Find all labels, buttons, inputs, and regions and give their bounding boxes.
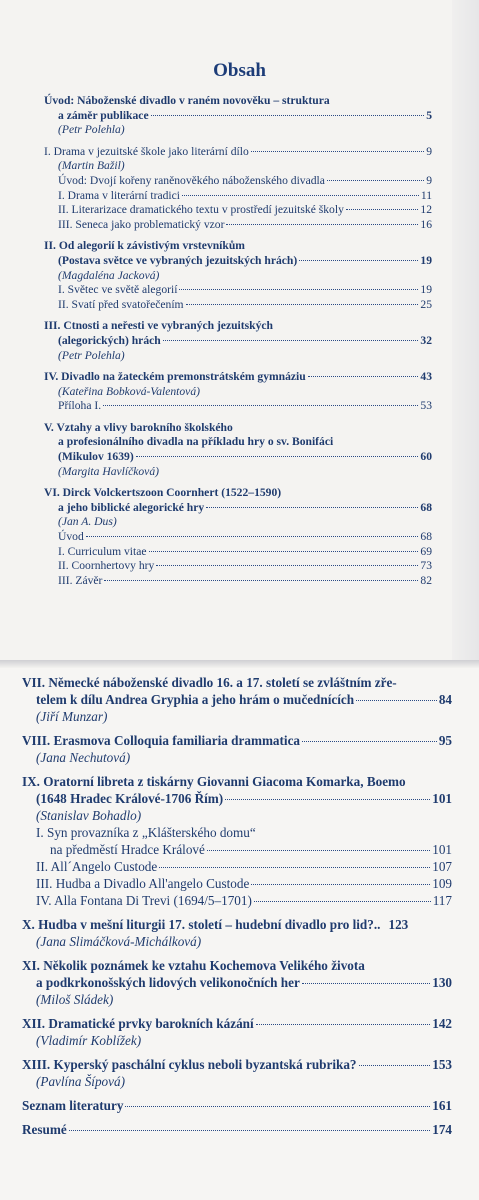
toc-line-text: Úvod: Dvojí kořeny raněnověkého náboženského divadla (58, 173, 325, 187)
toc-line-text: V. Vztahy a vlivy barokního školského (44, 420, 233, 434)
toc-leader-dots (308, 375, 419, 377)
toc-page-number: 142 (432, 1016, 452, 1031)
toc-line (22, 773, 452, 790)
toc-author (44, 123, 432, 138)
toc-page-number: 60 (420, 450, 432, 464)
toc-line (44, 545, 432, 560)
toc-line-text: (Jiří Munzar) (36, 709, 108, 724)
toc-line-text: (Magdaléna Jacková) (58, 268, 160, 282)
toc-line-text: (1648 Hradec Králové-1706 Řím) (36, 791, 224, 806)
toc-line (44, 421, 432, 436)
toc-line-text: IV. Alla Fontana Di Trevi (1694/5–1701) (36, 893, 252, 908)
toc-line-text: (Margita Havlíčková) (58, 464, 159, 478)
toc-line-text: (Kateřina Bobková-Valentová) (58, 384, 200, 398)
toc-entry (44, 94, 432, 138)
toc-line (22, 1056, 452, 1073)
toc-page-number: 11 (420, 188, 432, 202)
toc-line-text: (Pavlína Šípová) (36, 1074, 125, 1089)
toc-line-text: IX. Oratorní libreta z tiskárny Giovanni Giacoma Komarka, Boemo (22, 774, 406, 789)
toc-page-number: 123 (388, 917, 409, 932)
toc-author (44, 159, 432, 174)
toc-line (44, 559, 432, 574)
toc-line (44, 109, 432, 124)
toc-line-text: I. Curriculum vitae (58, 544, 147, 558)
toc-leader-dots (186, 303, 419, 305)
toc-line (44, 239, 432, 254)
toc-page-number: 19 (420, 283, 432, 297)
toc-line (44, 174, 432, 189)
toc-line-text: (Petr Polehla) (58, 348, 125, 362)
toc-line-text: (Vladimír Koblížek) (36, 1033, 142, 1048)
toc-line (44, 574, 432, 589)
toc-line-text: (Mikulov 1639) (58, 450, 134, 464)
toc-author (22, 1032, 452, 1049)
toc-page-number: 53 (420, 399, 432, 413)
toc-line-text: III. Ctnosti a neřesti ve vybraných jezuitských (44, 319, 273, 333)
toc-line (22, 875, 452, 892)
toc-leader-dots (226, 223, 418, 225)
toc-author (44, 515, 432, 530)
toc-page-number: 12 (420, 203, 432, 217)
toc-line-text: I. Syn provazníka z „Klášterského domu“ (36, 825, 256, 840)
toc-author (44, 385, 432, 400)
toc-leader-dots (163, 339, 419, 341)
toc-leader-dots (256, 1023, 431, 1025)
toc-page-number: 16 (420, 217, 432, 231)
toc-line-text: II. Od alegorií k závistivým vrstevníkům (44, 239, 245, 253)
toc-line (44, 435, 432, 450)
toc-line (44, 530, 432, 545)
toc-line (22, 1121, 452, 1138)
toc-leader-dots (382, 925, 386, 926)
toc-page-number: 73 (420, 559, 432, 573)
toc-leader-dots (151, 114, 425, 116)
toc-page-number: 82 (420, 573, 432, 587)
toc-line (44, 450, 432, 465)
toc-line-text: II. Svatí před svatořečením (58, 297, 184, 311)
toc-line (44, 218, 432, 233)
toc-page-number: 130 (432, 975, 452, 990)
toc-line-text: (Petr Polehla) (58, 123, 125, 137)
toc-line (22, 732, 452, 749)
toc-entry (44, 421, 432, 479)
toc-line-text: (Jana Nechutová) (36, 750, 131, 765)
toc-entry (44, 370, 432, 414)
toc-line-text: Seznam literatury (22, 1098, 124, 1113)
toc-entry (22, 957, 452, 1008)
toc-line (44, 319, 432, 334)
toc-entry (44, 486, 432, 588)
toc-line-text: Příloha I. (58, 399, 102, 413)
page-title: Obsah (213, 60, 266, 81)
toc-page-number: 101 (432, 842, 452, 857)
toc-leader-dots (302, 982, 430, 984)
toc-line-text: I. Drama v jezuitské škole jako literární dílo (44, 144, 249, 158)
toc-line (44, 283, 432, 298)
toc-line (22, 1015, 452, 1032)
toc-line-text: (Postava světce ve vybraných jezuitských hrách) (58, 253, 298, 267)
toc-line (44, 145, 432, 160)
toc-line-text: VIII. Erasmova Colloquia familiaria drammatica (22, 733, 301, 748)
toc-line (22, 957, 452, 974)
toc-page-number: 68 (420, 500, 432, 514)
toc-line-text: Resumé (22, 1122, 67, 1137)
toc-line-text: Úvod (58, 530, 84, 544)
toc-page-number: 5 (426, 108, 432, 122)
toc-leader-dots (254, 900, 431, 902)
toc-leader-dots (206, 506, 418, 508)
toc-entry (22, 732, 452, 766)
toc-page-number: 101 (432, 791, 452, 806)
toc-line-text: (alegorických) hrách (58, 333, 161, 347)
toc-leader-dots (125, 1105, 430, 1107)
toc-leader-dots (356, 699, 437, 701)
toc-line-text: III. Hudba a Divadlo All'angelo Custode (36, 876, 250, 891)
toc-line-text: (Jana Slimáčková-Michálková) (36, 934, 202, 949)
toc-page-number: 107 (432, 859, 452, 874)
toc-line-text: (Martin Bažil) (58, 159, 125, 173)
toc-leader-dots (86, 535, 419, 537)
toc-leader-dots (207, 849, 430, 851)
toc-author (22, 933, 452, 950)
toc-line (44, 486, 432, 501)
toc-author (44, 349, 432, 364)
toc-line-text: IV. Divadlo na žateckém premonstrátském gymnáziu (44, 370, 306, 384)
toc-leader-dots (327, 179, 424, 181)
toc-line-text: telem k dílu Andrea Gryphia a jeho hrám o mučednících (36, 692, 355, 707)
toc-line (22, 892, 452, 909)
toc-line-text: na předměstí Hradce Králové (50, 842, 205, 857)
toc-page-number: 117 (432, 893, 452, 908)
toc-line-text: X. Hudba v mešní liturgii 17. století – hudební divadlo pro lid?.. (22, 917, 381, 932)
toc-line-text: II. All´Angelo Custode (36, 859, 158, 874)
toc-page-number: 9 (426, 144, 432, 158)
toc-author (44, 269, 432, 284)
toc-line (22, 691, 452, 708)
toc-page-number: 43 (420, 370, 432, 384)
toc-entry (22, 773, 452, 909)
toc-line-text: (Miloš Sládek) (36, 992, 114, 1007)
toc-line-text: VII. Německé náboženské divadlo 16. a 17. století se zvláštním zře- (22, 675, 397, 690)
toc-line-text: I. Drama v literární tradici (58, 188, 181, 202)
toc-line-text: III. Závěr (58, 573, 103, 587)
toc-author (22, 708, 452, 725)
toc-leader-dots (346, 208, 419, 210)
toc-entry (44, 145, 432, 233)
toc-entry (22, 1121, 452, 1138)
toc-line-text: XII. Dramatické prvky barokních kázání (22, 1016, 254, 1031)
toc-author (44, 465, 432, 480)
toc-author (22, 991, 452, 1008)
toc-line-text: a jeho biblické alegorické hry (58, 500, 205, 514)
toc-page-number: 84 (438, 692, 452, 707)
toc-leader-dots (103, 404, 418, 406)
table-of-contents-upper (44, 94, 432, 595)
toc-line (44, 334, 432, 349)
toc-leader-dots (179, 288, 418, 290)
toc-page-number: 32 (420, 333, 432, 347)
toc-line (22, 674, 452, 691)
toc-line (22, 1097, 452, 1114)
toc-line (22, 790, 452, 807)
toc-author (22, 1073, 452, 1090)
toc-leader-dots (251, 883, 430, 885)
toc-line-text: Úvod: Náboženské divadlo v raném novověku – struktura (44, 94, 330, 107)
toc-entry (22, 1097, 452, 1114)
toc-leader-dots (136, 455, 419, 457)
toc-line-text: II. Coornhertovy hry (58, 559, 155, 573)
toc-leader-dots (182, 194, 419, 196)
toc-page-number: 19 (420, 253, 432, 267)
toc-leader-dots (299, 259, 418, 261)
toc-line (44, 370, 432, 385)
toc-page-number: 161 (432, 1098, 452, 1113)
toc-leader-dots (359, 1064, 431, 1066)
toc-page-number: 9 (426, 173, 432, 187)
toc-leader-dots (156, 564, 418, 566)
toc-line-text: II. Literarizace dramatického textu v prostředí jezuitské školy (58, 203, 344, 217)
toc-line-text: XI. Několik poznámek ke vztahu Kochemova Velikého života (22, 958, 365, 973)
toc-line-text: a záměr publikace (58, 108, 149, 122)
toc-line (44, 94, 432, 109)
toc-line (22, 841, 452, 858)
toc-page-number: 153 (432, 1057, 452, 1072)
toc-line-text: a podkrkonošských lidových velikonočních her (36, 975, 300, 990)
toc-line-text: I. Světec ve světě alegorií (58, 283, 178, 297)
toc-line-text: III. Seneca jako problematický vzor (58, 217, 225, 231)
toc-line (22, 858, 452, 875)
toc-leader-dots (225, 798, 430, 800)
toc-leader-dots (149, 550, 419, 552)
toc-line (22, 916, 452, 933)
toc-author (22, 749, 452, 766)
toc-line (44, 203, 432, 218)
toc-line (44, 399, 432, 414)
toc-page-number: 95 (438, 733, 452, 748)
toc-entry (22, 1015, 452, 1049)
toc-page-number: 25 (420, 297, 432, 311)
toc-leader-dots (104, 579, 418, 581)
toc-line-text: (Stanislav Bohadlo) (36, 808, 142, 823)
toc-leader-dots (251, 150, 424, 152)
toc-line (44, 298, 432, 313)
toc-line-text: (Jan A. Dus) (58, 515, 117, 529)
toc-page-number: 174 (432, 1122, 452, 1137)
table-of-contents-lower (22, 674, 452, 1145)
toc-entry (22, 916, 452, 950)
page-fold (0, 660, 479, 668)
toc-line (44, 254, 432, 269)
toc-line (44, 189, 432, 204)
toc-entry (22, 674, 452, 725)
toc-entry (22, 1056, 452, 1090)
toc-page-number: 69 (420, 544, 432, 558)
toc-line-text: VI. Dirck Volckertszoon Coornhert (1522–1590) (44, 486, 282, 500)
toc-page-number: 109 (432, 876, 452, 891)
toc-entry (44, 319, 432, 363)
toc-line-text: XIII. Kyperský paschální cyklus neboli byzantská rubrika? (22, 1057, 357, 1072)
toc-line (44, 501, 432, 516)
toc-line (22, 824, 452, 841)
toc-leader-dots (302, 740, 437, 742)
toc-page-number: 68 (420, 530, 432, 544)
toc-line (22, 974, 452, 991)
toc-line-text: a profesionálního divadla na příkladu hry o sv. Bonifáci (58, 435, 334, 449)
toc-entry (44, 239, 432, 312)
toc-leader-dots (159, 866, 430, 868)
toc-author (22, 807, 452, 824)
toc-leader-dots (69, 1129, 431, 1131)
page-edge (452, 0, 479, 662)
